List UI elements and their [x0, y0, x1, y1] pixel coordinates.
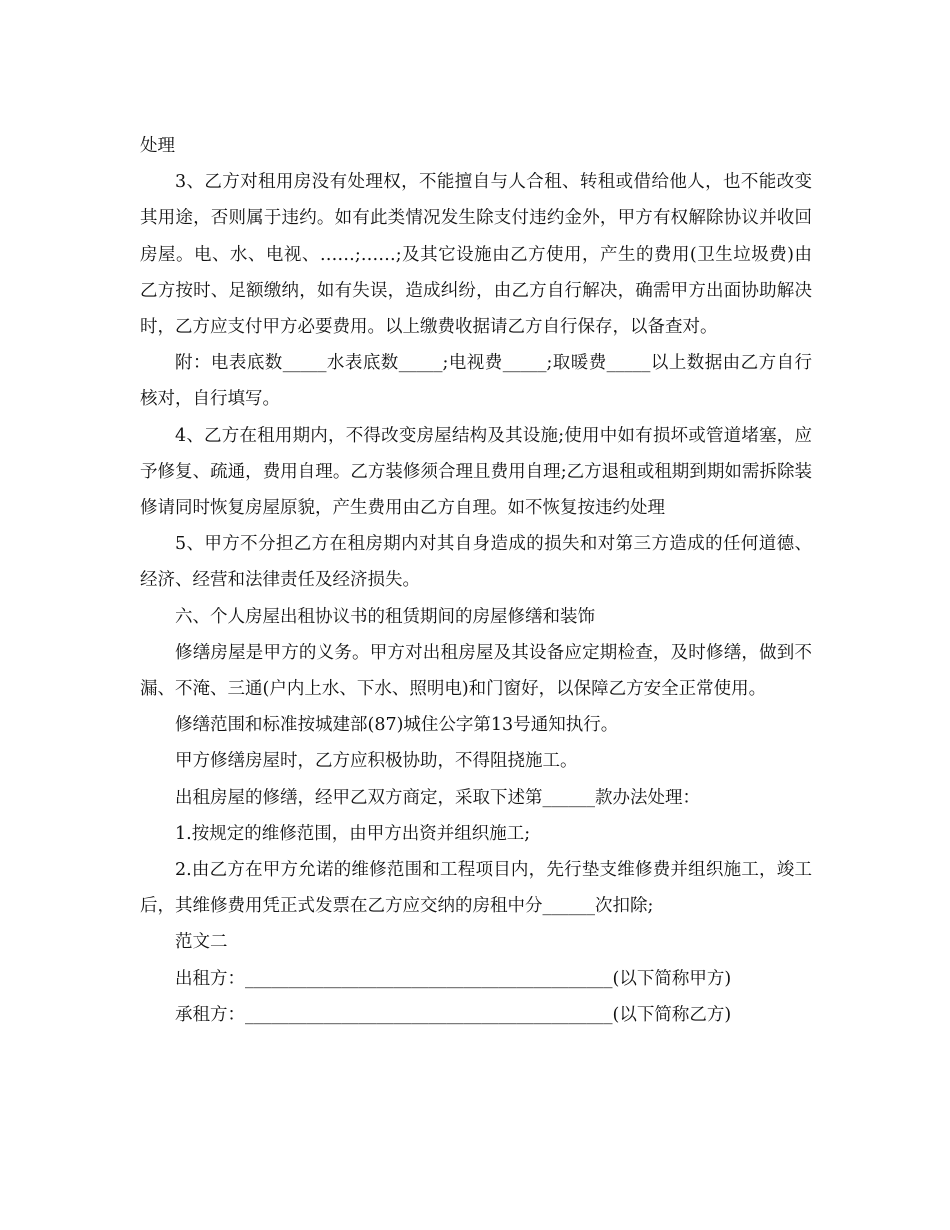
paragraph-repair-duty: 修缮房屋是甲方的义务。甲方对出租房屋及其设备应定期检查，及时修缮，做到不漏、不淹、三通(户内上水、下水、照明电)和门窗好，以保障乙方安全正常使用。 [140, 642, 812, 700]
paragraph-repair-option-2: 2.由乙方在甲方允诺的维修范围和工程项目内，先行垫支维修费并组织施工，竣工后，其维修费用凭正式发票在乙方应交纳的房租中分______次扣除; [140, 860, 812, 917]
paragraph-repair-cooperation: 甲方修缮房屋时，乙方应积极协助，不得阻挠施工。 [175, 751, 578, 772]
paragraph-repair-standard: 修缮范围和标准按城建部(87)城住公字第13号通知执行。 [175, 715, 619, 736]
section-heading-repairs: 六、个人房屋出租协议书的租赁期间的房屋修缮和装饰 [175, 606, 595, 627]
document-body [140, 128, 812, 1033]
paragraph-meter-readings: 附：电表底数_____水表底数_____;电视费_____;取暖费_____以上数据由乙方自行核对，自行填写。 [140, 353, 812, 410]
paragraph-clause-5: 5、甲方不分担乙方在租房期内对其自身造成的损失和对第三方造成的任何道德、经济、经营和法律责任及经济损失。 [140, 534, 812, 591]
heading-sample-two: 范文二 [175, 932, 228, 953]
paragraph-repair-method: 出租房屋的修缮，经甲乙双方商定，采取下述第______款办法处理： [175, 787, 700, 808]
paragraph-repair-option-1: 1.按规定的维修范围，由甲方出资并组织施工; [175, 823, 531, 844]
paragraph-clause-3: 3、乙方对租用房没有处理权，不能擅自与人合租、转租或借给他人，也不能改变其用途，否则属于违约。如有此类情况发生除支付违约金外，甲方有权解除协议并收回房屋。电、水、电视、……;……;及其它设施由乙方使用，产生的费用(卫生垃圾费)由乙方按时、足额缴纳，如有失误，造成纠纷，由乙方自行解决，确需甲方出面协助解决时，乙方应支付甲方必要费用。以上缴费收据请乙方自行保存，以备查对。 [140, 172, 812, 338]
paragraph-clause-4: 4、乙方在租用期内，不得改变房屋结构及其设施;使用中如有损坏或管道堵塞，应予修复、疏通，费用自理。乙方装修须合理且费用自理;乙方退租或租期到期如需拆除装修请同时恢复房屋原貌，产生费用由乙方自理。如不恢复按违约处理 [140, 425, 812, 519]
paragraph-continuation: 处理 [140, 136, 175, 156]
field-lessee: 承租方：__________________________________________(以下简称乙方) [175, 1004, 732, 1025]
field-lessor: 出租方：__________________________________________(以下简称甲方) [175, 968, 732, 989]
